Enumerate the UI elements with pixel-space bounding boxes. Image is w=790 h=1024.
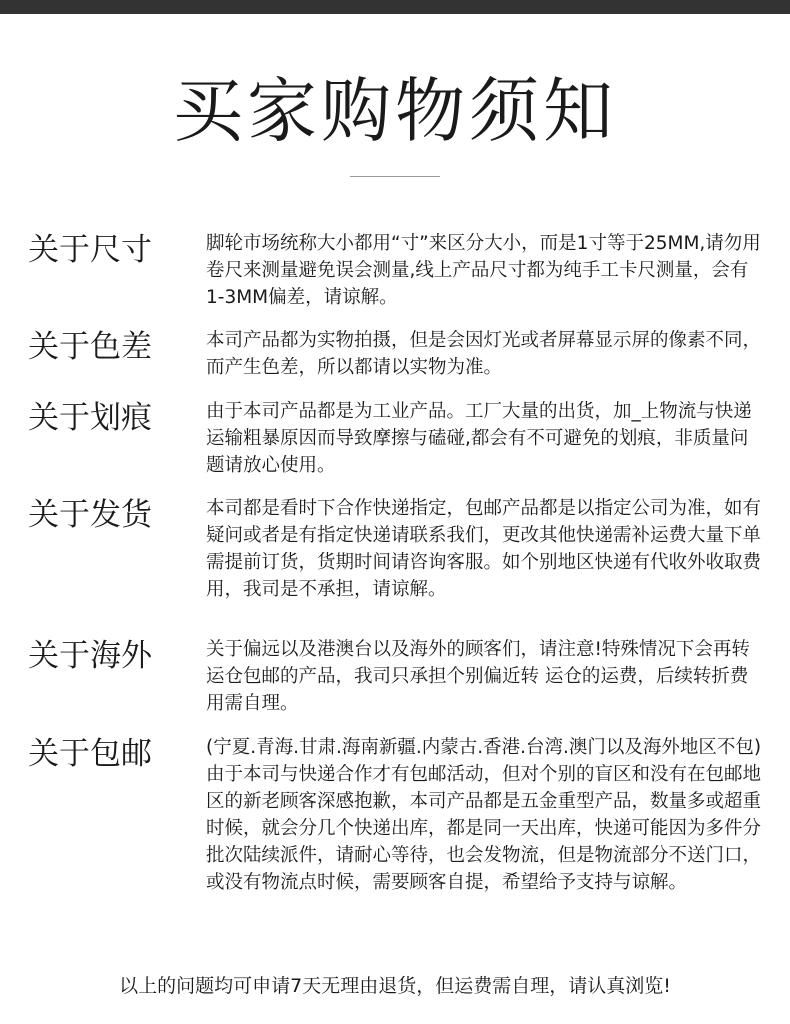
section-text: 脚轮市场统称大小都用“寸”来区分大小，而是1寸等于25MM,请勿用卷尺来测量避免误会测量,线上产品尺寸都为纯手工卡尺测量，会有1-3MM偏差，请谅解。 xyxy=(206,233,761,308)
section-text: (宁夏.青海.甘肃.海南新疆.内蒙古.香港.台湾.澳门以及海外地区不包)由于本司与快递合作才有包邮活动，但对个别的盲区和没有在包邮地区的新老顾客深感抱歉，本司产品都是五金重型产品，数量多或超重时候，就会分几个快递出库，都是同一天出库，快递可能因为多件分批次陆续派件，请耐心等待，也会发物流，但是物流部分不送门口，或没有物流点时候，需要顾客自提，希望给予支持与谅解。 xyxy=(206,737,762,893)
title-divider xyxy=(350,176,440,177)
section-text: 关于偏远以及港澳台以及海外的顾客们，请注意!特殊情况下会再转运仓包邮的产品，我司只承担个别偏近转 运仓的运费，后续转折费用需自理。 xyxy=(206,639,750,714)
section-text: 本司都是看时下合作快递指定，包邮产品都是以指定公司为准，如有疑问或者是有指定快递请联系我们，更改其他快递需补运费大量下单需提前订货，货期时间请咨询客服。如个别地区快递有代收外收取费用，我司是不承担，请谅解。 xyxy=(206,498,762,600)
section-heading: 关于尺寸 xyxy=(28,232,152,268)
page-title: 买家购物须知 xyxy=(173,70,617,152)
top-bar xyxy=(0,0,790,14)
section-heading: 关于海外 xyxy=(28,638,152,674)
section-heading: 关于发货 xyxy=(28,497,152,533)
section-heading: 关于划痕 xyxy=(28,400,152,436)
section-heading: 关于包邮 xyxy=(28,736,152,772)
section-text: 本司产品都为实物拍摄，但是会因灯光或者屏幕显示屏的像素不同，而产生色差，所以都请以实物为准。 xyxy=(206,330,762,378)
footer-note: 以上的问题均可申请7天无理由退货，但运费需自理，请认真浏览! xyxy=(119,975,671,997)
section-text: 由于本司产品都是为工业产品。工厂大量的出货，加_上物流与快递运输粗暴原因而导致摩擦与磕碰,都会有不可避免的划痕，非质量问题请放心使用。 xyxy=(206,401,752,476)
section-heading: 关于色差 xyxy=(28,329,152,365)
